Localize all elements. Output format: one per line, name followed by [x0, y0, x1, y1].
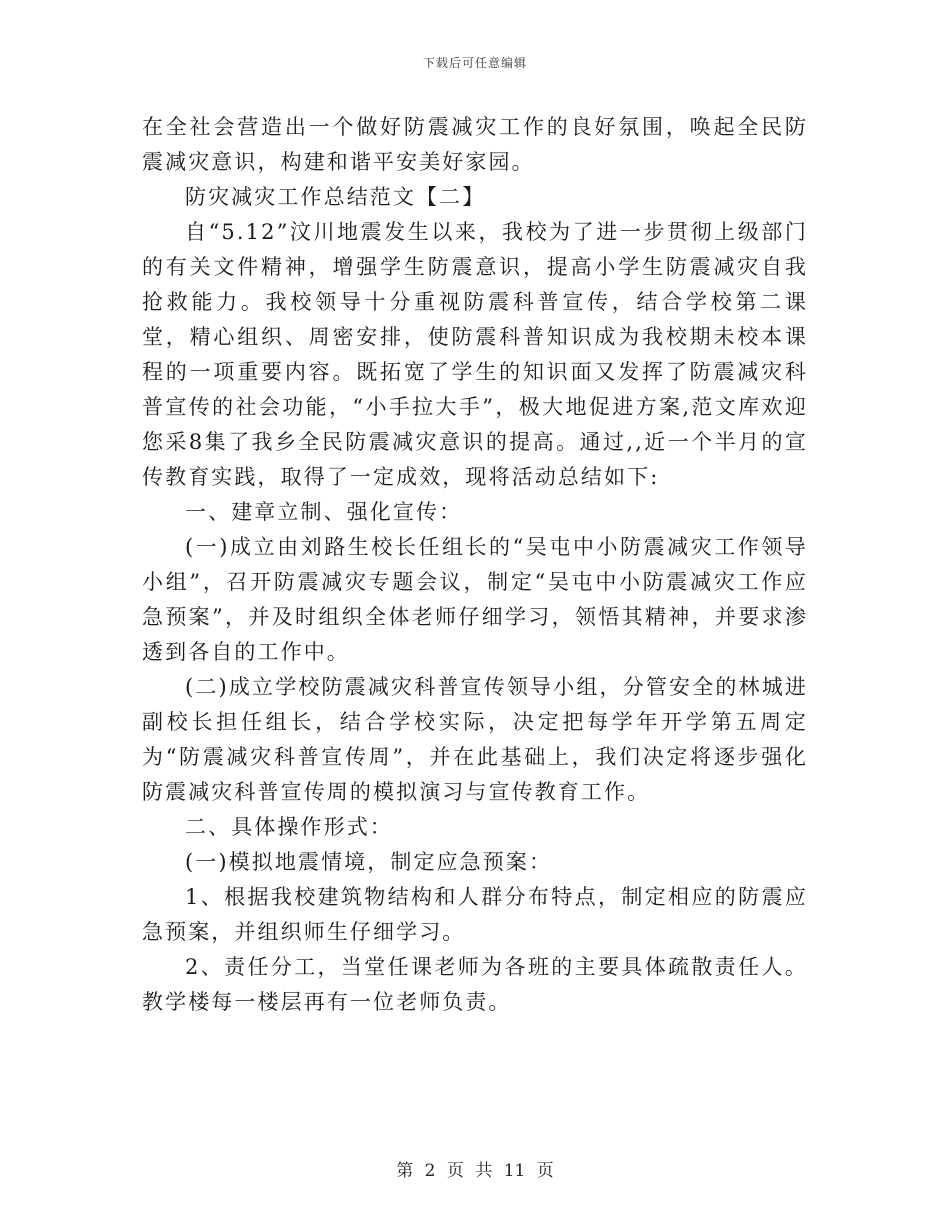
document-body: [142, 110, 808, 1020]
page-header: 下载后可任意编辑: [422, 56, 527, 70]
heading-2: 二、具体操作形式：: [185, 815, 393, 839]
paragraph-1: 在全社会营造出一个做好防震减灾工作的良好氛围，唤起全民防震减灾意识，构建和谐平安美好家园。: [142, 115, 808, 174]
subheading-1: (一)模拟地震情境，制定应急预案：: [185, 850, 553, 874]
list-item-2: 2、责任分工，当堂任课老师为各班的主要具体疏散责任人。教学楼每一楼层再有一位老师负责。: [142, 955, 808, 1014]
heading-1: 一、建章立制、强化宣传：: [185, 500, 463, 524]
paragraph-item-1: (一)成立由刘路生校长任组长的“吴屯中小防震减灾工作领导小组”，召开防震减灾专题会议，制定“吴屯中小防震减灾工作应急预案”，并及时组织全体老师仔细学习，领悟其精神，并要求渗透到各自的工作中。: [142, 535, 808, 664]
paragraph-intro: 自“5.12”汶川地震发生以来，我校为了进一步贯彻上级部门的有关文件精神，增强学生防震意识，提高小学生防震减灾自我抢救能力。我校领导十分重视防震科普宣传，结合学校第二课堂，精心组织、周密安排，使防震科普知识成为我校期未校本课程的一项重要内容。既拓宽了学生的知识面又发挥了防震减灾科普宣传的社会功能，“小手拉大手”，极大地促进方案,范文库欢迎您采8集了我乡全民防震减灾意识的提高。通过,,近一个半月的宣传教育实践，取得了一定成效，现将活动总结如下:: [142, 220, 808, 489]
section-title: 防灾减灾工作总结范文【二】: [185, 185, 486, 209]
paragraph-item-2: (二)成立学校防震减灾科普宣传领导小组，分管安全的林城进副校长担任组长，结合学校实际，决定把每学年开学第五周定为“防震减灾科普宣传周”，并在此基础上，我们决定将逐步强化防震减灾科普宣传周的模拟演习与宣传教育工作。: [142, 675, 808, 804]
page-number: 第 2 页 共 11 页: [396, 1161, 554, 1181]
list-item-1: 1、根据我校建筑物结构和人群分布特点，制定相应的防震应急预案，并组织师生仔细学习。: [142, 885, 808, 944]
